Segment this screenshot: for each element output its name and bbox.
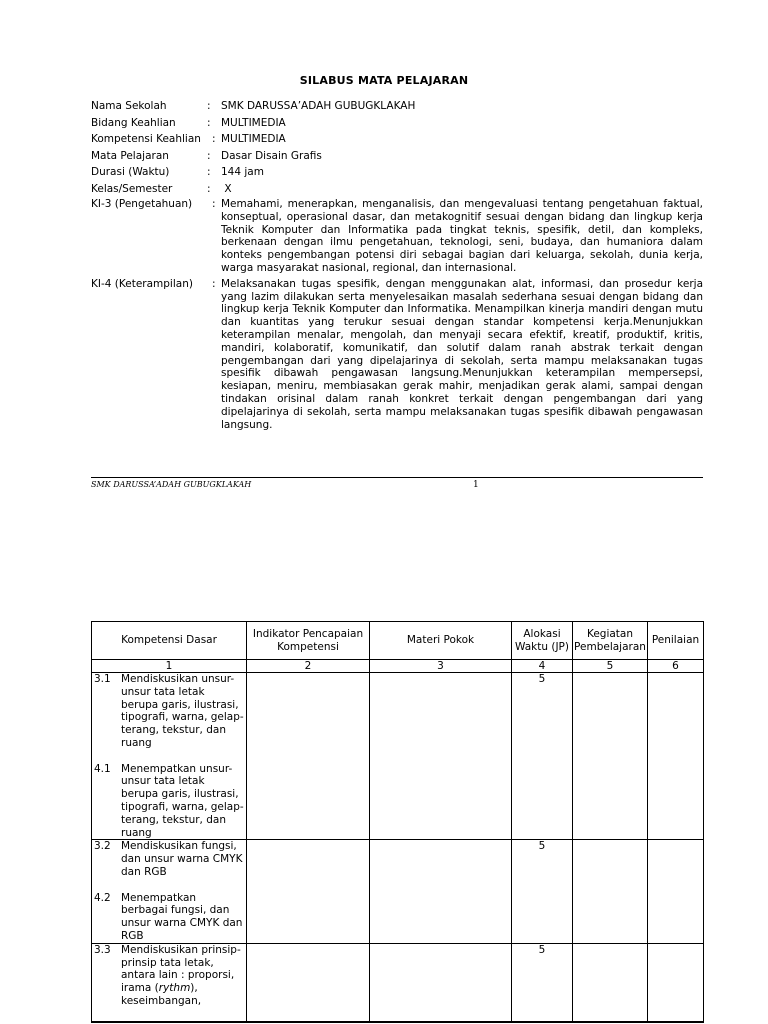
info-value: SMK DARUSSA’ADAH GUBUGKLAKAH (221, 100, 416, 112)
info-row-kompetensi-keahlian: Kompetensi Keahlian : MULTIMEDIA (91, 131, 703, 148)
info-value: X (221, 182, 232, 195)
ki3-label: KI-3 (Pengetahuan) (91, 198, 193, 210)
kd-item (93, 840, 245, 878)
page-1 (0, 0, 768, 500)
column-number-row (92, 660, 704, 673)
penilaian-cell (648, 943, 704, 1022)
kompetensi-dasar-cell (92, 673, 247, 840)
info-row-kelas-semester: Kelas/Semester : X (91, 181, 703, 198)
indikator-cell (247, 840, 370, 943)
indikator-cell (247, 673, 370, 840)
ki3-row: KI-3 (Pengetahuan) : Memahami, menerapkan, menganalisis, dan mengevaluasi tentang pengetahuan faktual, konseptual, operasional dasar, dan metakognitif sesuai dengan bidang dan lingkup kerja Teknik Komputer dan Informatika pada tingkat teknis, spesifik, detil, dan kompleks, berkenaan dengan ilmu pengetahuan, teknologi, seni, budaya, dan humaniora dalam konteks pengembangan potensi diri sebagai bagian dari keluarga, sekolah, dunia kerja, warga masyarakat nasional, regional, dan internasional. (91, 198, 703, 274)
kd-text: Mendiskusikan fungsi, dan unsur warna CMYK dan RGB (121, 840, 243, 878)
table-row (92, 673, 704, 840)
column-number: 1 (92, 660, 247, 673)
info-label: Kelas/Semester (91, 182, 173, 195)
table-row (92, 943, 704, 1022)
kd-item (93, 944, 245, 1008)
kd-item (93, 673, 245, 750)
column-number: 2 (247, 660, 370, 673)
alokasi-waktu-cell: 5 (512, 673, 573, 840)
ki4-text: Melaksanakan tugas spesifik, dengan menggunakan alat, informasi, dan prosedur kerja yang lazim dilakukan serta menyelesaikan masalah sederhana sesuai dengan bidang dan lingkup kerja Teknik Komputer dan Informatika. Menampilkan kinerja mandiri dengan mutu dan kuantitas yang terukur sesuai dengan standar kompetensi kerja.Menunjukkan keterampilan menalar, mengolah, dan menyaji secara efektif, kreatif, produktif, kritis, mandiri, kolaboratif, komunikatif, dan solutif dalam ranah abstrak terkait dengan pengembangan dari yang dipelajarinya di sekolah, serta mampu melaksanakan tugas spesifik dibawah pengawasan langsung.Menunjukkan keterampilan mempersepsi, kesiapan, meniru, membiasakan gerak mahir, menjadikan gerak alami, sampai dengan tindakan orisinal dalam ranah konkret terkait dengan pengembangan dari yang dipelajarinya di sekolah, serta mampu melaksanakan tugas spesifik dibawah pengawasan langsung. (221, 277, 703, 431)
kd-number: 3.3 (94, 943, 111, 956)
kd-text: Mendiskusikan prinsip-prinsip tata letak, antara lain : proporsi, irama (rythm), keseimbangan, (121, 943, 241, 1007)
footer-page-number: 1 (473, 480, 479, 490)
info-label: Kompetensi Keahlian (91, 133, 201, 145)
kegiatan-cell (573, 943, 648, 1022)
info-label: Durasi (Waktu) (91, 166, 170, 178)
info-value: Dasar Disain Grafis (221, 149, 322, 162)
ki4-label: KI-4 (Keterampilan) (91, 277, 193, 290)
table-row (92, 840, 704, 943)
kd-number: 3.2 (94, 840, 111, 853)
ki4-row: KI-4 (Keterampilan) : Melaksanakan tugas spesifik, dengan menggunakan alat, informasi, dan prosedur kerja yang lazim dilakukan serta menyelesaikan masalah sederhana sesuai dengan bidang dan lingkup kerja Teknik Komputer dan Informatika. Menampilkan kinerja mandiri dengan mutu dan kuantitas yang terukur sesuai dengan standar kompetensi kerja.Menunjukkan keterampilan menalar, mengolah, dan menyaji secara efektif, kreatif, produktif, kritis, mandiri, kolaboratif, komunikatif, dan solutif dalam ranah abstrak terkait dengan pengembangan dari yang dipelajarinya di sekolah, serta mampu melaksanakan tugas spesifik dibawah pengawasan langsung.Menunjukkan keterampilan mempersepsi, kesiapan, meniru, membiasakan gerak mahir, menjadikan gerak alami, sampai dengan tindakan orisinal dalam ranah konkret terkait dengan pengembangan dari yang dipelajarinya di sekolah, serta mampu melaksanakan tugas spesifik dibawah pengawasan langsung. (91, 277, 703, 431)
document-title: SILABUS MATA PELAJARAN (299, 74, 469, 87)
info-label: Nama Sekolah (91, 100, 167, 112)
kd-number: 4.1 (94, 762, 111, 775)
table-header-row (92, 622, 704, 660)
indikator-cell (247, 943, 370, 1022)
header-indikator: Indikator Pencapaian Kompetensi (247, 622, 370, 660)
info-block (91, 98, 703, 431)
info-label: Bidang Keahlian (91, 116, 176, 129)
materi-pokok-cell (370, 673, 512, 840)
kegiatan-cell (573, 840, 648, 943)
header-materi-pokok: Materi Pokok (370, 622, 512, 660)
info-value: MULTIMEDIA (221, 116, 286, 129)
kompetensi-dasar-cell (92, 840, 247, 943)
kd-item (93, 892, 245, 943)
footer-school-name: SMK DARUSSA’ADAH GUBUGKLAKAH (91, 480, 252, 489)
column-number: 5 (573, 660, 648, 673)
info-value: MULTIMEDIA (221, 133, 286, 145)
info-row-mata-pelajaran: Mata Pelajaran : Dasar Disain Grafis (91, 148, 703, 165)
kompetensi-dasar-cell (92, 943, 247, 1022)
kegiatan-cell (573, 673, 648, 840)
alokasi-waktu-cell: 5 (512, 840, 573, 943)
kd-text: Mendiskusikan unsur-unsur tata letak berupa garis, ilustrasi, tipografi, warna, gelap-terang, tekstur, dan ruang (121, 673, 244, 749)
info-row-nama-sekolah: Nama Sekolah : SMK DARUSSA’ADAH GUBUGKLAKAH (91, 98, 703, 115)
info-row-durasi: Durasi (Waktu) : 144 jam (91, 164, 703, 181)
column-number: 4 (512, 660, 573, 673)
info-value: 144 jam (221, 166, 264, 178)
materi-pokok-cell (370, 943, 512, 1022)
header-kegiatan-pembelajaran: Kegiatan Pembelajaran (573, 622, 648, 660)
penilaian-cell (648, 673, 704, 840)
kd-number: 4.2 (94, 891, 111, 904)
kd-item (93, 763, 245, 840)
column-number: 6 (648, 660, 704, 673)
header-kompetensi-dasar: Kompetensi Dasar (92, 622, 247, 660)
penilaian-cell (648, 840, 704, 943)
ki3-text: Memahami, menerapkan, menganalisis, dan mengevaluasi tentang pengetahuan faktual, konseptual, operasional dasar, dan metakognitif sesuai dengan bidang dan lingkup kerja Teknik Komputer dan Informatika pada tingkat teknis, spesifik, detil, dan kompleks, berkenaan dengan ilmu pengetahuan, teknologi, seni, budaya, dan humaniora dalam konteks pengembangan potensi diri sebagai bagian dari keluarga, sekolah, dunia kerja, warga masyarakat nasional, regional, dan internasional. (221, 198, 703, 274)
kd-text: Menempatkan berbagai fungsi, dan unsur warna CMYK dan RGB (121, 891, 243, 942)
footer-divider (91, 477, 703, 478)
info-row-bidang-keahlian: Bidang Keahlian : MULTIMEDIA (91, 115, 703, 132)
silabus-table (91, 621, 704, 1023)
header-penilaian: Penilaian (648, 622, 704, 660)
materi-pokok-cell (370, 840, 512, 943)
info-label: Mata Pelajaran (91, 149, 169, 162)
kd-text: Menempatkan unsur-unsur tata letak berupa garis, ilustrasi, tipografi, warna, gelap-terang, tekstur, dan ruang (121, 762, 244, 839)
alokasi-waktu-cell: 5 (512, 943, 573, 1022)
column-number: 3 (370, 660, 512, 673)
header-alokasi-waktu: Alokasi Waktu (JP) (512, 622, 573, 660)
kd-number: 3.1 (94, 673, 111, 685)
